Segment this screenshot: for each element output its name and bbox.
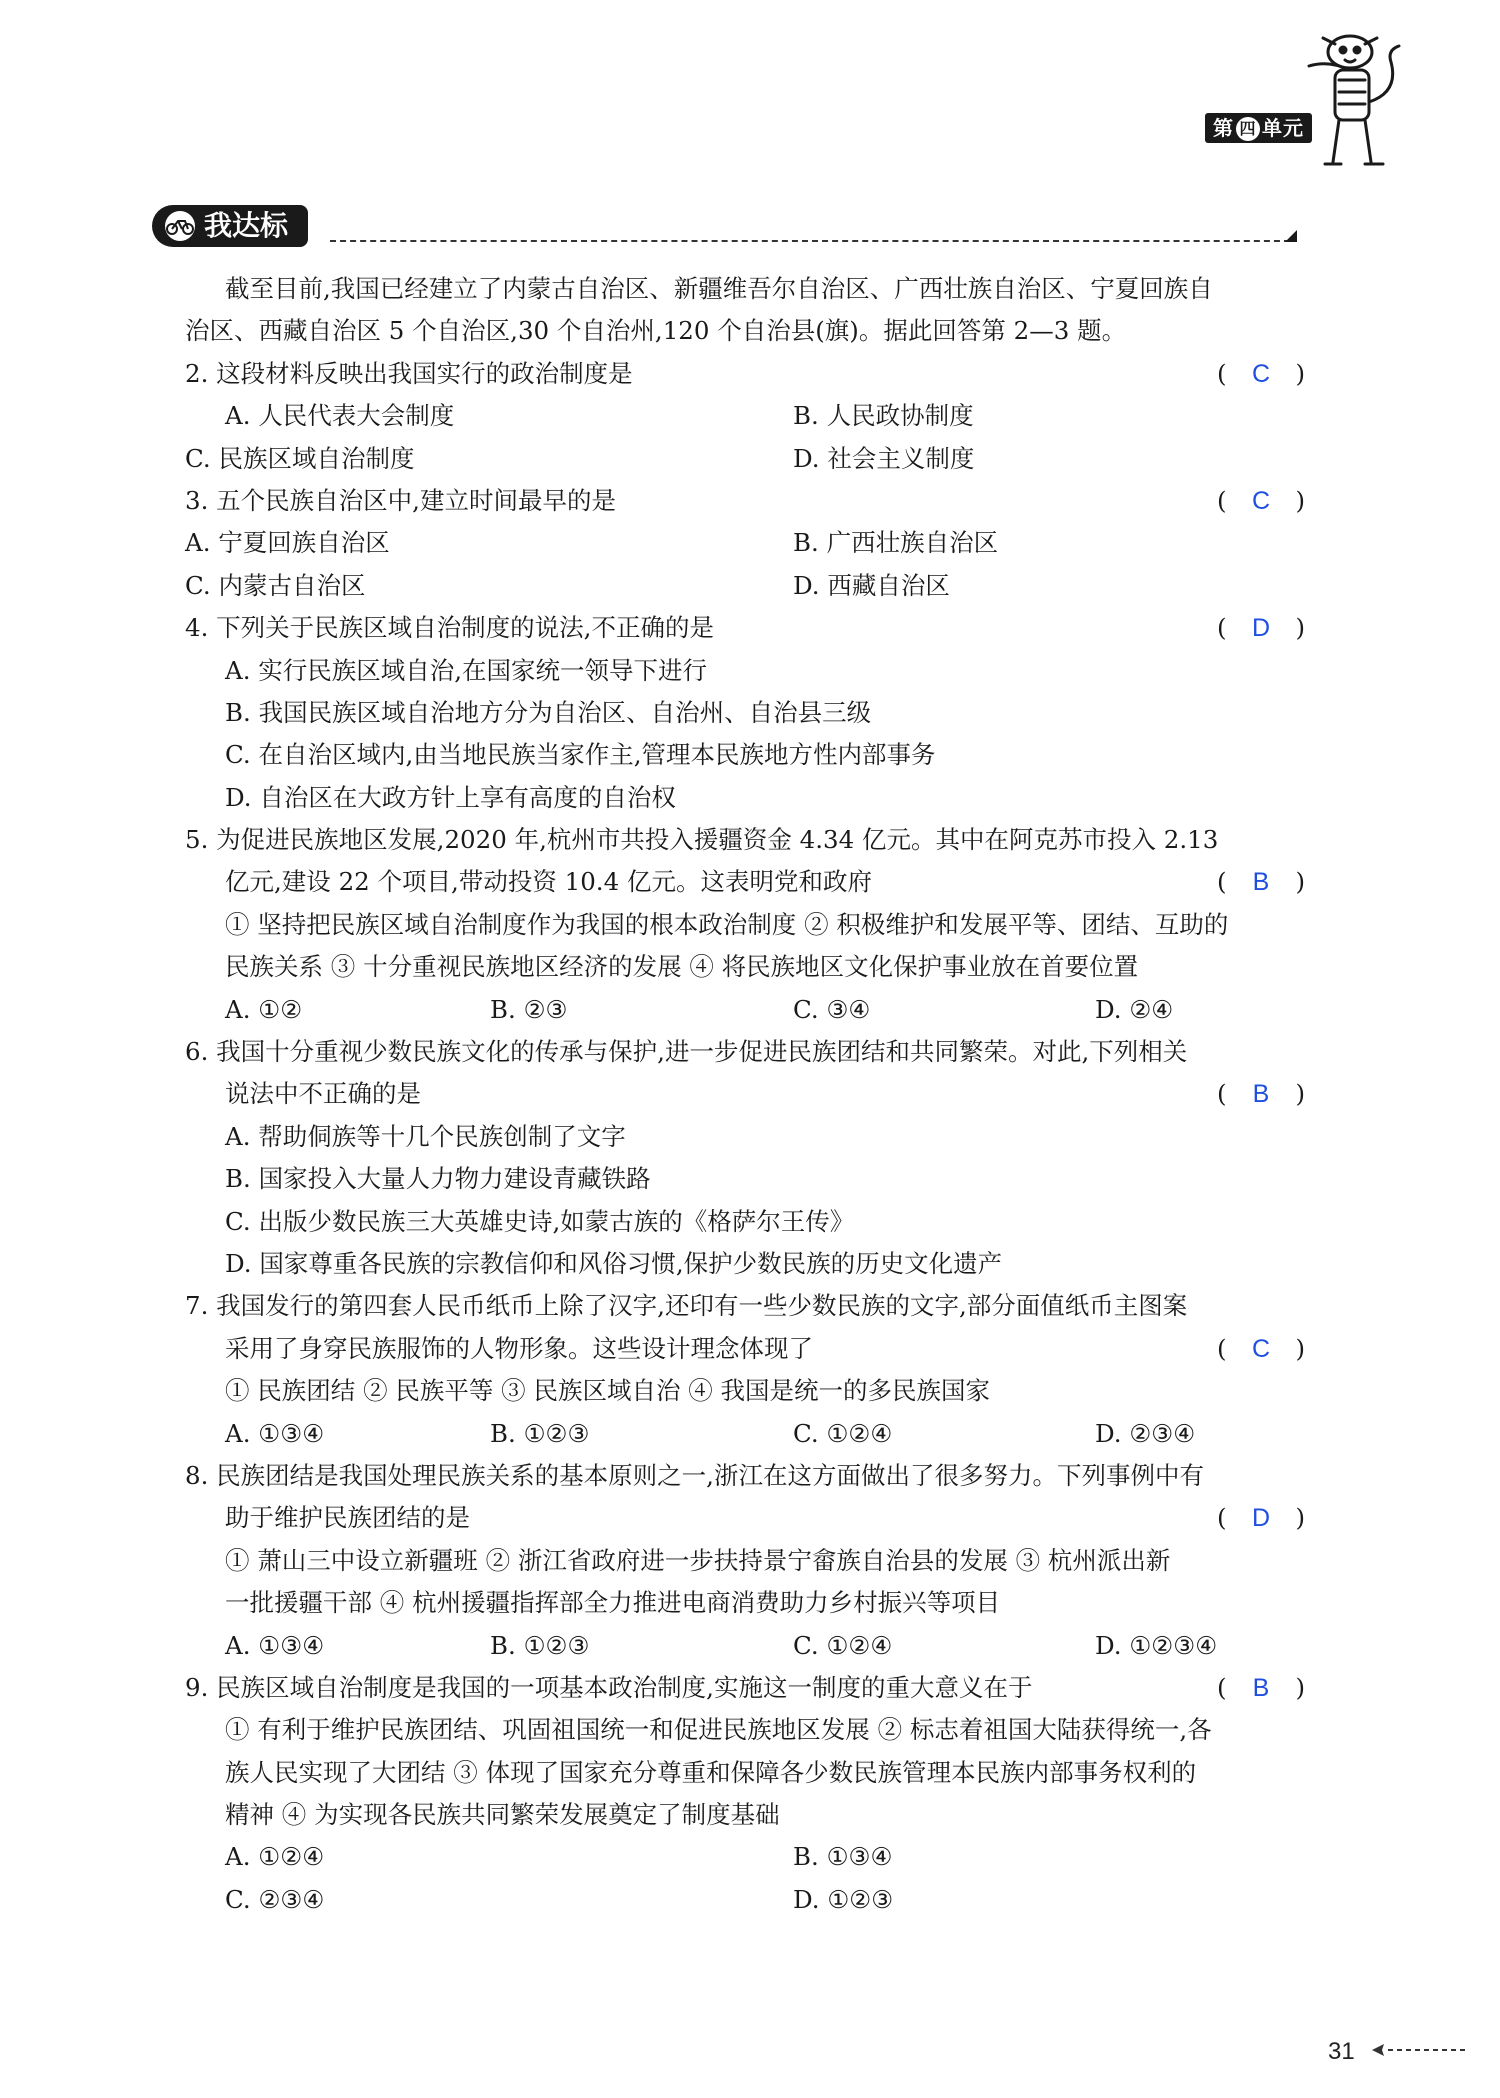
option-b: B. 人民政协制度: [793, 401, 974, 431]
question-5-stem-1: 5. 为促进民族地区发展,2020 年,杭州市共投入援疆资金 4.34 亿元。其中在阿克苏市投入 2.13: [185, 825, 1219, 855]
statement-line: ① 坚持把民族区域自治制度作为我国的根本政治制度 ② 积极维护和发展平等、团结、互助的: [225, 909, 1229, 939]
option-a: A. ①③④: [225, 1418, 325, 1448]
answer-bracket: ( D ): [1217, 613, 1305, 643]
question-8: [185, 1497, 1305, 1539]
answer-value: C: [1251, 486, 1271, 515]
question-stem: 助于维护民族团结的是: [225, 1503, 470, 1533]
statement-line: 精神 ④ 为实现各民族共同繁荣发展奠定了制度基础: [225, 1800, 780, 1830]
option-b: B. ①②③: [490, 1418, 590, 1448]
section-title: 我达标: [204, 209, 289, 242]
answer-value: D: [1251, 1504, 1271, 1533]
options-row: [185, 565, 1305, 607]
answer-value: B: [1252, 868, 1270, 897]
question-7: [185, 1328, 1305, 1370]
option-a: A. ①②④: [225, 1842, 325, 1872]
option-a: A. ①②: [225, 994, 303, 1024]
question-3: [185, 480, 1305, 522]
unit-badge-suffix: 单元: [1262, 116, 1304, 140]
answer-value: D: [1251, 614, 1271, 643]
answer-bracket: ( B ): [1217, 867, 1305, 897]
option-d: D. ②④: [1095, 994, 1174, 1024]
options-row: [185, 989, 1305, 1031]
intro-line-1: 截至目前,我国已经建立了内蒙古自治区、新疆维吾尔自治区、广西壮族自治区、宁夏回族自: [225, 274, 1213, 303]
options-row: [185, 522, 1305, 564]
option-c: C. ①②④: [793, 1630, 893, 1660]
option-c: C. ③④: [793, 994, 871, 1024]
option-d: D. ①②③④: [1095, 1630, 1218, 1660]
options-row: [185, 395, 1305, 437]
unit-badge-prefix: 第: [1213, 116, 1234, 140]
option-b: B. 广西壮族自治区: [793, 528, 999, 558]
question-stem: 说法中不正确的是: [225, 1079, 421, 1109]
statement-line: ① 民族团结 ② 民族平等 ③ 民族区域自治 ④ 我国是统一的多民族国家: [225, 1376, 991, 1406]
option-c: C. 民族区域自治制度: [185, 443, 415, 473]
statement-line: 民族关系 ③ 十分重视民族地区经济的发展 ④ 将民族地区文化保护事业放在首要位置: [225, 952, 1139, 982]
unit-badge: [1205, 113, 1312, 143]
question-stem: 4. 下列关于民族区域自治制度的说法,不正确的是: [185, 613, 714, 643]
question-5: [185, 861, 1305, 903]
answer-bracket: ( C ): [1217, 1333, 1305, 1363]
options-row: [185, 1836, 1305, 1878]
tiger-mascot-icon: [1295, 22, 1415, 177]
option-d: D. ①②③: [793, 1884, 894, 1914]
answer-value: B: [1252, 1673, 1270, 1702]
statement-line: ① 萧山三中设立新疆班 ② 浙江省政府进一步扶持景宁畲族自治县的发展 ③ 杭州派出新: [225, 1545, 1171, 1575]
question-6: [185, 1073, 1305, 1115]
option-d: D. ②③④: [1095, 1418, 1196, 1448]
bicycle-icon: [160, 210, 200, 242]
option-a: A. 实行民族区域自治,在国家统一领导下进行: [225, 655, 708, 685]
statement-line: ① 有利于维护民族团结、巩固祖国统一和促进民族地区发展 ② 标志着祖国大陆获得统一,各: [225, 1715, 1212, 1745]
question-stem: 9. 民族区域自治制度是我国的一项基本政治制度,实施这一制度的重大意义在于: [185, 1672, 1033, 1702]
option-c: C. ①②④: [793, 1418, 893, 1448]
option-d: D. 自治区在大政方针上享有高度的自治权: [225, 782, 676, 812]
options-row: [185, 1413, 1305, 1455]
option-b: B. ①③④: [793, 1842, 893, 1872]
option-a: A. 人民代表大会制度: [225, 401, 455, 431]
page-number: 31: [1328, 2038, 1355, 2065]
answer-bracket: ( B ): [1217, 1672, 1305, 1702]
option-c: C. 在自治区域内,由当地民族当家作主,管理本民族地方性内部事务: [225, 740, 936, 770]
question-6-stem-1: 6. 我国十分重视少数民族文化的传承与保护,进一步促进民族团结和共同繁荣。对此,下列相关: [185, 1037, 1188, 1067]
option-b: B. ①②③: [490, 1630, 590, 1660]
option-d: D. 社会主义制度: [793, 443, 975, 473]
exercise-content: [185, 268, 1305, 1921]
question-4: [185, 607, 1305, 649]
option-d: D. 国家尊重各民族的宗教信仰和风俗习惯,保护少数民族的历史文化遗产: [225, 1248, 1003, 1278]
question-2: [185, 353, 1305, 395]
option-b: B. 国家投入大量人力物力建设青藏铁路: [225, 1164, 651, 1194]
question-8-stem-1: 8. 民族团结是我国处理民族关系的基本原则之一,浙江在这方面做出了很多努力。下列事例中有: [185, 1460, 1204, 1490]
options-row: [185, 1625, 1305, 1667]
option-d: D. 西藏自治区: [793, 570, 950, 600]
question-stem: 2. 这段材料反映出我国实行的政治制度是: [185, 358, 633, 388]
arrow-left-icon: [1370, 2042, 1470, 2058]
question-stem: 采用了身穿民族服饰的人物形象。这些设计理念体现了: [225, 1333, 813, 1363]
option-c: C. 内蒙古自治区: [185, 570, 366, 600]
statement-line: 一批援疆干部 ④ 杭州援疆指挥部全力推进电商消费助力乡村振兴等项目: [225, 1588, 1001, 1618]
option-a: A. 宁夏回族自治区: [185, 528, 390, 558]
option-b: B. ②③: [490, 994, 568, 1024]
question-stem: 亿元,建设 22 个项目,带动投资 10.4 亿元。这表明党和政府: [225, 867, 872, 897]
option-b: B. 我国民族区域自治地方分为自治区、自治州、自治县三级: [225, 697, 872, 727]
answer-bracket: ( C ): [1217, 485, 1305, 515]
options-row: [185, 438, 1305, 480]
option-a: A. 帮助侗族等十几个民族创制了文字: [225, 1121, 626, 1151]
option-c: C. 出版少数民族三大英雄史诗,如蒙古族的《格萨尔王传》: [225, 1206, 855, 1236]
question-9: [185, 1667, 1305, 1709]
option-a: A. ①③④: [225, 1630, 325, 1660]
header-dash-divider: [330, 240, 1290, 242]
answer-value: C: [1251, 1334, 1271, 1363]
answer-value: B: [1252, 1080, 1270, 1109]
answer-bracket: ( C ): [1217, 358, 1305, 388]
option-c: C. ②③④: [225, 1884, 325, 1914]
question-stem: 3. 五个民族自治区中,建立时间最早的是: [185, 485, 616, 515]
options-row: [185, 1879, 1305, 1921]
unit-number: 四: [1236, 117, 1260, 141]
answer-bracket: ( B ): [1217, 1079, 1305, 1109]
intro-line-2: 治区、西藏自治区 5 个自治区,30 个自治州,120 个自治县(旗)。据此回答第 2—3 题。: [185, 316, 1127, 346]
triangle-end-icon: [1285, 230, 1297, 242]
section-header: [152, 205, 308, 247]
question-7-stem-1: 7. 我国发行的第四套人民币纸币上除了汉字,还印有一些少数民族的文字,部分面值纸币主图案: [185, 1291, 1188, 1321]
answer-bracket: ( D ): [1217, 1503, 1305, 1533]
answer-value: C: [1251, 359, 1271, 388]
statement-line: 族人民实现了大团结 ③ 体现了国家充分尊重和保障各少数民族管理本民族内部事务权利的: [225, 1757, 1197, 1787]
